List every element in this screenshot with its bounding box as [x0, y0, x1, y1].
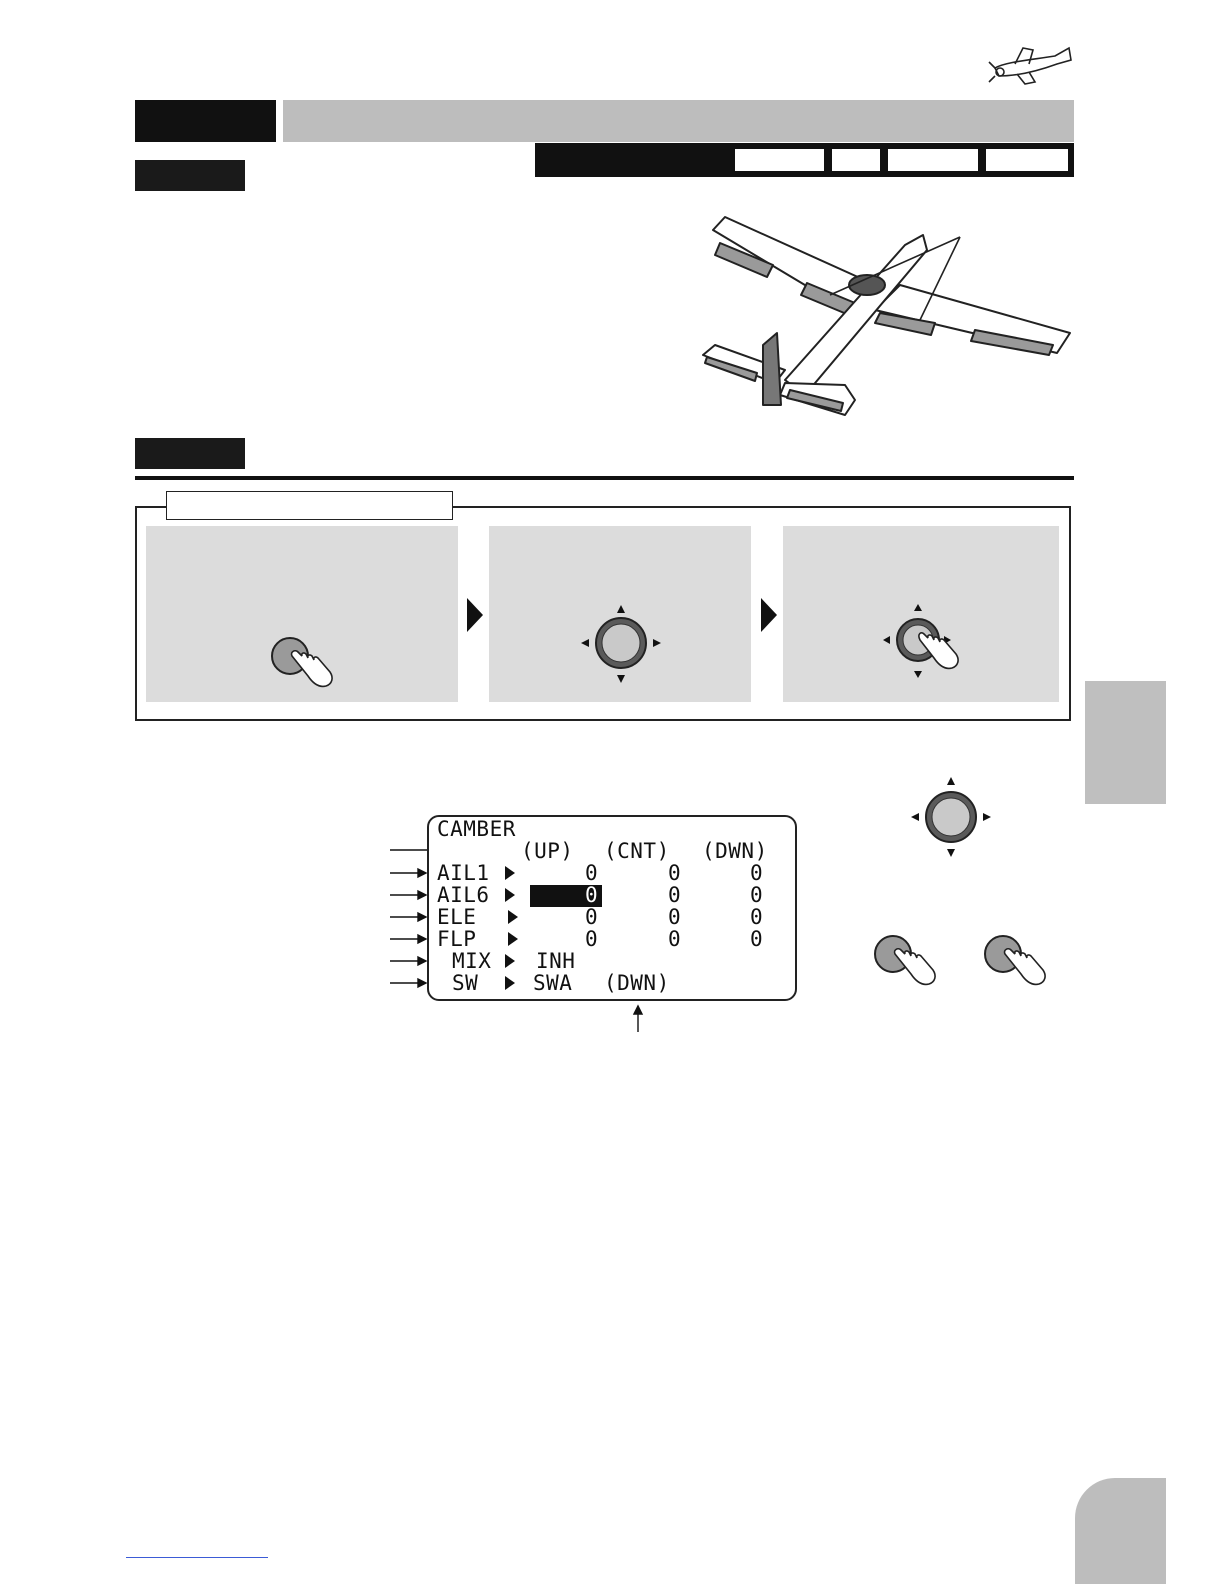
lcd-value-dwn[interactable]: 0: [750, 927, 764, 951]
jog-dial-icon[interactable]: [579, 603, 663, 685]
lcd-value-cnt[interactable]: 0: [668, 883, 682, 907]
step-arrow-icon: [467, 598, 483, 632]
row-pointer-icon: [505, 888, 515, 902]
lcd-value-cnt[interactable]: 0: [668, 905, 682, 929]
section-title-block: [135, 100, 276, 142]
lcd-row-label: AIL1: [437, 861, 490, 885]
lcd-value-up[interactable]: 0: [585, 905, 599, 929]
lcd-mix-value[interactable]: INH: [536, 949, 576, 973]
setting-method-label-block: [135, 438, 245, 469]
lcd-sw-value[interactable]: SWA: [533, 971, 573, 995]
lcd-value-up[interactable]: 0: [585, 861, 599, 885]
airplane-illustration: [695, 205, 1075, 420]
jog-dial-press-icon[interactable]: [880, 602, 964, 682]
menu-call-panel-title: [166, 491, 453, 520]
press-button-icon[interactable]: [268, 636, 338, 694]
row-pointer-icon: [508, 910, 518, 924]
chapter-side-tab: [1085, 681, 1166, 804]
lcd-sw-position: (DWN): [604, 971, 670, 995]
function-label-block: [135, 160, 245, 191]
lcd-value-up[interactable]: 0: [585, 927, 599, 951]
row-pointer-icon: [505, 954, 515, 968]
model-type-tag-2: [832, 149, 880, 171]
lcd-value-cnt[interactable]: 0: [668, 927, 682, 951]
lcd-row-label: ELE: [437, 905, 477, 929]
lcd-mix-label: MIX: [452, 949, 492, 973]
press-button-icon[interactable]: [871, 934, 941, 992]
lcd-header-up: (UP): [521, 839, 574, 863]
section-divider: [135, 476, 1074, 480]
airplane-logo-icon: [985, 42, 1075, 88]
row-pointer-icon: [505, 866, 515, 880]
lcd-value-cnt[interactable]: 0: [668, 861, 682, 885]
lcd-value-dwn[interactable]: 0: [750, 861, 764, 885]
step-arrow-icon: [761, 598, 777, 632]
lcd-header-cnt: (CNT): [604, 839, 670, 863]
section-title-bar: [283, 100, 1074, 142]
press-button-icon[interactable]: [981, 934, 1051, 992]
lcd-row-label: AIL6: [437, 883, 490, 907]
lcd-row-label: FLP: [437, 927, 477, 951]
row-pointer-icon: [505, 976, 515, 990]
row-pointer-icon: [508, 932, 518, 946]
page-number-tab: [1075, 1478, 1166, 1584]
lcd-value-dwn[interactable]: 0: [750, 883, 764, 907]
lcd-value-dwn[interactable]: 0: [750, 905, 764, 929]
footer-link-underline[interactable]: [126, 1557, 268, 1558]
jog-dial-icon[interactable]: [909, 775, 993, 859]
model-type-tag-4: [986, 149, 1068, 171]
lcd-title: CAMBER: [437, 817, 516, 841]
model-type-tag-1: [735, 149, 824, 171]
lcd-value-up-selected[interactable]: 0: [585, 883, 599, 907]
lcd-sw-label: SW: [452, 971, 479, 995]
lcd-header-dwn: (DWN): [702, 839, 768, 863]
model-type-tag-3: [888, 149, 978, 171]
